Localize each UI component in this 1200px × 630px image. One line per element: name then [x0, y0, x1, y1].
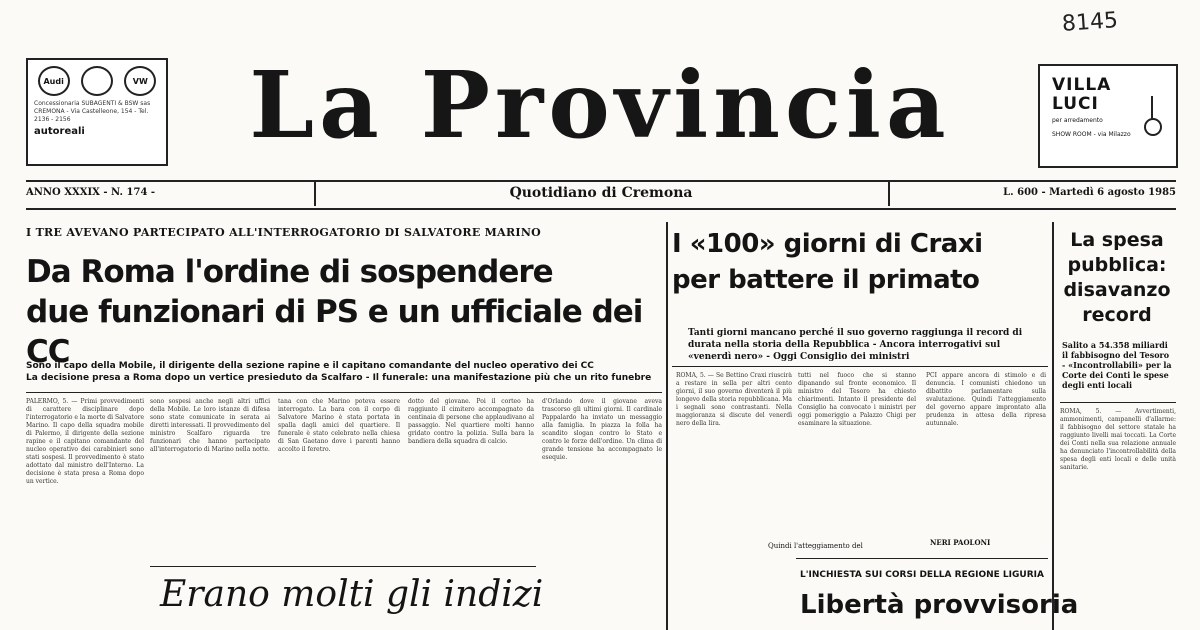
- article1-subhead: [26, 360, 666, 384]
- separator-2: [1052, 222, 1054, 630]
- article2-headline-line2: per battere il primato: [672, 265, 980, 295]
- article2-subhead: Tanti giorni mancano perché il suo governo raggiunga il record di durata nella storia della Repubblica - Ancora interrogativi sul «venerdì nero» - Oggi Consiglio dei ministri: [688, 328, 1023, 362]
- article1-body-col2: sono sospesi anche negli altri uffici della Mobile. Le loro istanze di difesa sono state comunicate in serata ai diretti interessati. Il provvedimento del ministro Scalfaro riguarda tre funzionari che hanno partecipato all'interrogatorio di Marino nella notte.: [150, 398, 270, 453]
- article1-body-col4: dotto del giovane. Poi il corteo ha raggiunto il cimitero accompagnato da centinaia di persone che applaudivano al passaggio. Nel quartiere molti hanno gridato contro la polizia. Sulla bara la bandiera della squadra di calcio.: [408, 398, 534, 445]
- info-bar: [26, 182, 1176, 206]
- porsche-logo: [81, 66, 113, 96]
- article4-kicker: L'INCHIESTA SUI CORSI DELLA REGIONE LIGURIA: [800, 570, 1044, 580]
- article1-body-col5: d'Orlando dove il giovane aveva trascorso gli ultimi giorni. Il cardinale Pappalardo ha inviato un messaggio alla famiglia. In piazza la folla ha scandito slogan contro lo Stato e contro le forze dell'ordine. Un clima di grande tensione ha accompagnato le esequie.: [542, 398, 662, 461]
- paper-subtitle: Quotidiano di Cremona: [509, 185, 693, 201]
- masthead-title: La Provincia: [249, 51, 951, 159]
- article2-signature: NERI PAOLONI: [930, 538, 991, 547]
- article2-quote-ref: Quindi l'atteggiamento del: [768, 542, 863, 550]
- vw-logo: VW: [124, 66, 156, 96]
- article2-body-col2: tutti nel fuoco che si stanno dipanando sul fronte economico. Il ministro del Tesoro ha chiesto chiarimenti. Intanto il presidente del Consiglio ha convocato i ministri per oggi pomeriggio a Palazzo Chigi per esaminare la situazione.: [798, 372, 916, 427]
- article2-rule: [672, 366, 1048, 367]
- ad-left-name: autoreali: [34, 126, 85, 137]
- separator-1: [666, 222, 668, 630]
- article2-headline: [672, 226, 1052, 298]
- article2-body-col1: ROMA, 5. — Se Bettino Craxi riuscirà a restare in sella per altri cento giorni, il suo governo diventerà il più longevo della storia repubblicana. Ma i segnali sono contrastanti. Nella maggioranza si discute del venerdì nero della lira.: [676, 372, 792, 427]
- ad-right-fine-print: SHOW ROOM - via Milazzo: [1052, 131, 1131, 138]
- article3-headline: La spesa pubblica: disavanzo record: [1063, 229, 1171, 326]
- article3-subhead: Salito a 54.358 miliardi il fabbisogno del Tesoro - «Incontrollabili» per la Corte dei Conti le spese degli enti locali: [1062, 340, 1172, 390]
- issue-date: L. 600 - Martedì 6 agosto 1985: [1003, 187, 1176, 198]
- ad-right-title-line1: VILLA: [1052, 75, 1112, 95]
- article1-headline-line2: due funzionari di PS e un ufficiale dei CC: [26, 294, 643, 370]
- article5-headline: Erano molti gli indizi: [160, 574, 544, 615]
- info-divider-right: [888, 182, 890, 206]
- article1-body-col1: PALERMO, 5. — Primi provvedimenti di carattere disciplinare dopo l'interrogatorio e la morte di Salvatore Marino. Il capo della squadra mobile di Palermo, il dirigente della sezione rapine e il capitano comandante del nucleo operativo dei carabinieri sono stati sospesi. Il provvedimento è stato adottato dal ministro dell'Interno. La decisione è stata presa a Roma dopo un vertice.: [26, 398, 144, 485]
- ad-box-left: [26, 58, 168, 166]
- rule-bottom: [26, 208, 1176, 210]
- lamp-icon: [1142, 96, 1162, 136]
- article1-kicker: I TRE AVEVANO PARTECIPATO ALL'INTERROGATORIO DI SALVATORE MARINO: [26, 226, 542, 239]
- article1-headline: [26, 252, 666, 372]
- article4-headline: Libertà provvisoria: [800, 590, 1079, 620]
- article1-subhead-line2: La decisione presa a Roma dopo un vertice presieduto da Scalfaro - Il funerale: una manifestazione più che un rito funebre: [26, 373, 652, 383]
- issue-number: ANNO XXXIX - N. 174 -: [26, 187, 156, 198]
- article2-body-col3: PCI appare ancora di stimolo e di denuncia. I comunisti chiedono un dibattito parlamentare sulla svalutazione. Quindi l'atteggiamento del governo appare improntato alla prudenza in attesa della ripresa autunnale.: [926, 372, 1046, 427]
- car-logos: [28, 60, 166, 98]
- audi-logo: Audi: [38, 66, 70, 96]
- ad-right-title-line2: LUCI: [1052, 94, 1099, 114]
- article2-headline-line1: I «100» giorni di Craxi: [672, 229, 983, 259]
- article5-rule: [150, 566, 536, 567]
- article4-rule: [796, 558, 1048, 559]
- handwritten-note: 8145: [1061, 8, 1119, 37]
- article1-subhead-line1: Sono il capo della Mobile, il dirigente della sezione rapine e il capitano comandante del nucleo operativo dei CC: [26, 361, 594, 371]
- ad-left-fine-print: Concessionaria SUBAGENTI & BSW sas CREMONA - Via Castelleone, 154 - Tel. 2136 - 2156: [34, 100, 151, 123]
- article3-rule: [1060, 402, 1176, 403]
- ad-box-right: [1038, 64, 1178, 168]
- ad-right-subtitle: per arredamento: [1052, 117, 1103, 124]
- article3-body: ROMA, 5. — Avvertimenti, ammonimenti, campanelli d'allarme: il fabbisogno del settore statale ha raggiunto livelli mai toccati. La Corte dei Conti nella sua relazione annuale ha denunciato l'incontrollabilità della spesa degli enti locali e delle unità sanitarie.: [1060, 408, 1176, 471]
- info-divider-left: [314, 182, 316, 206]
- article1-rule: [26, 392, 662, 393]
- article1-body-col3: tana con che Marino poteva essere interrogato. La bara con il corpo di Salvatore Marino è stata portata in spalla dagli amici del quartiere. Il funerale è stato celebrato nella chiesa di San Gaetano dove i parenti hanno accolto il feretro.: [278, 398, 400, 453]
- article1-headline-line1: Da Roma l'ordine di sospendere: [26, 254, 553, 290]
